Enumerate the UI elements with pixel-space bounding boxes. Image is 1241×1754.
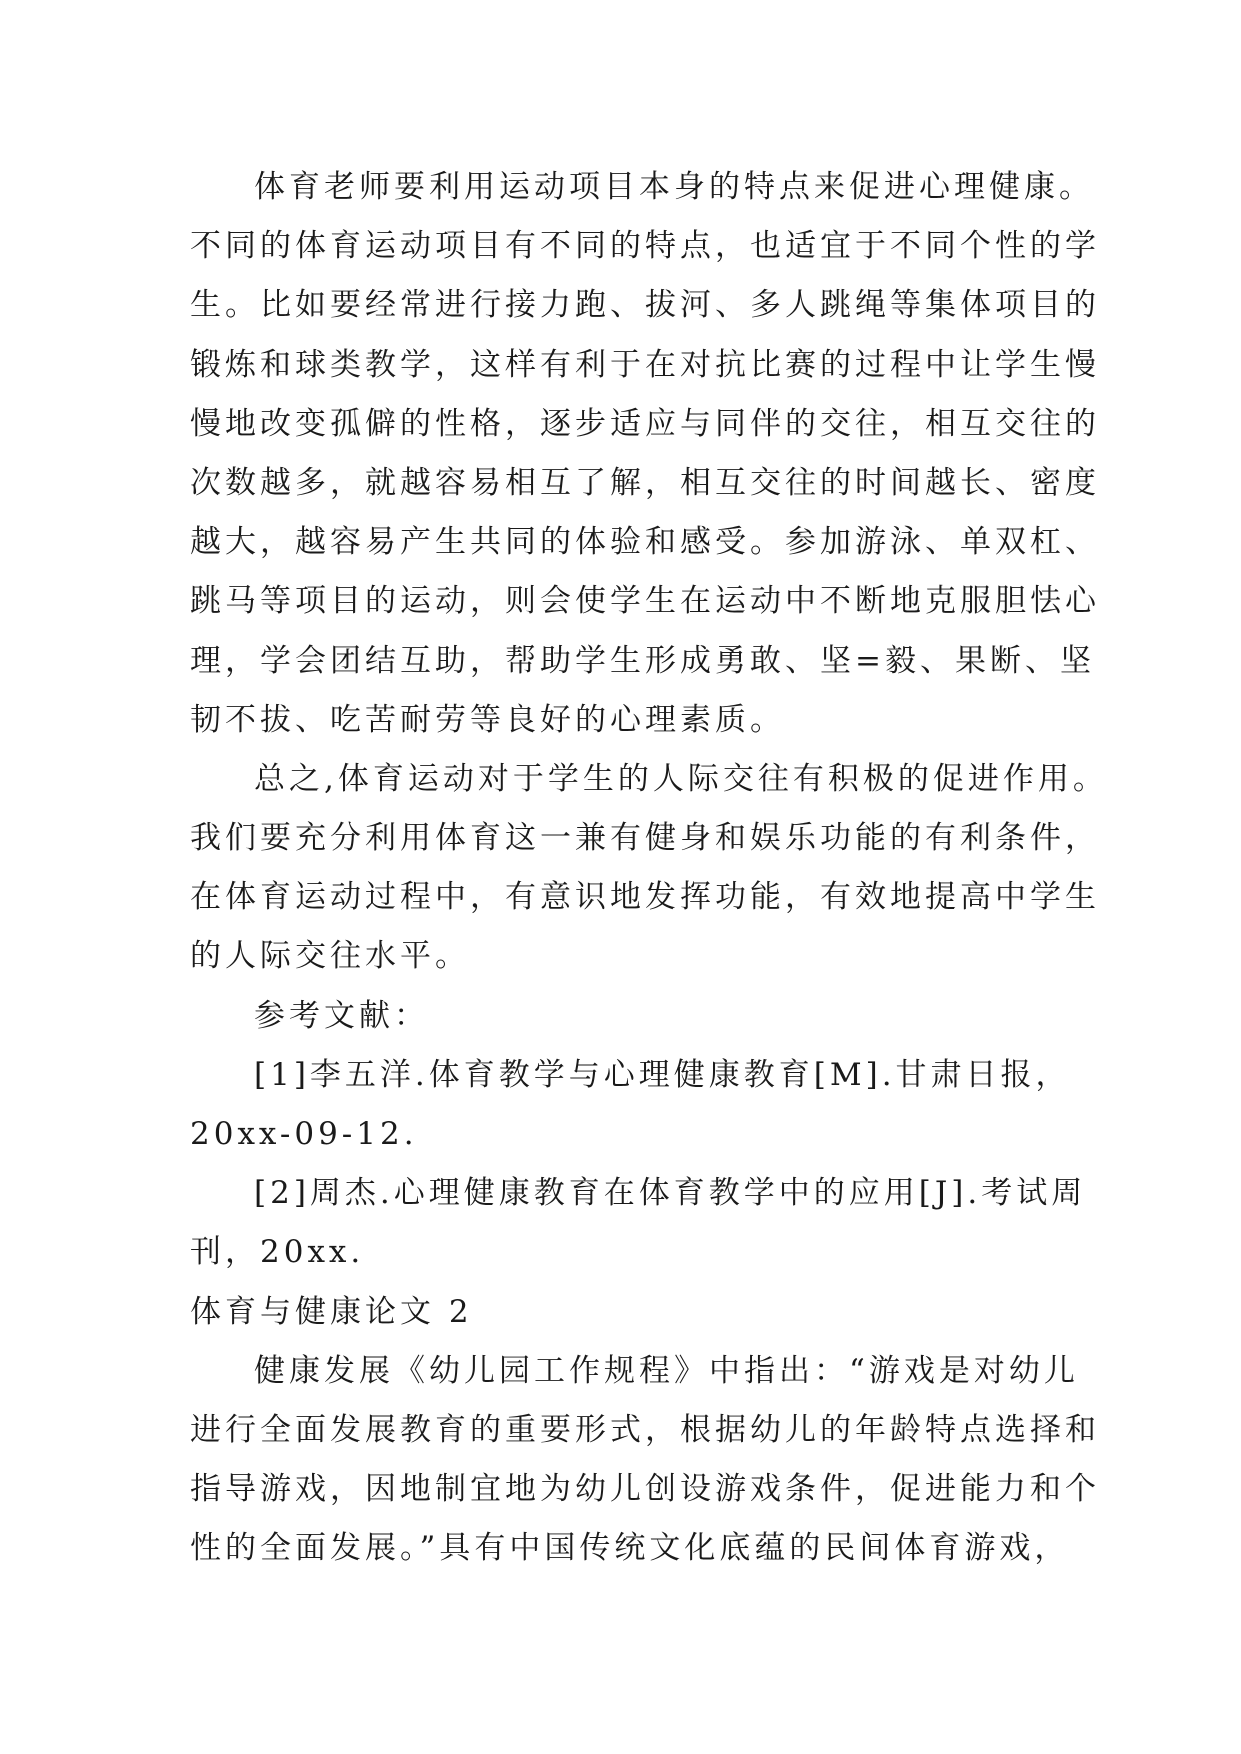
paragraph-line: 慢地改变孤僻的性格，逐步适应与同伴的交往，相互交往的 [190, 405, 1100, 442]
paragraph-line: 的人际交往水平。 [190, 938, 470, 975]
paragraph-line: 锻炼和球类教学，这样有利于在对抗比赛的过程中让学生慢 [190, 346, 1100, 383]
paragraph-line: 进行全面发展教育的重要形式，根据幼儿的年龄特点选择和 [190, 1411, 1100, 1448]
paragraph-line: 韧不拔、吃苦耐劳等良好的心理素质。 [190, 701, 785, 738]
reference-line: 20xx-09-12. [190, 1116, 418, 1152]
paragraph-line: 理，学会团结互助，帮助学生形成勇敢、坚=毅、果断、坚 [190, 642, 1095, 679]
paragraph-line: 健康发展《幼儿园工作规程》中指出：“游戏是对幼儿 [254, 1352, 1079, 1389]
paragraph-line: 跳马等项目的运动，则会使学生在运动中不断地克服胆怯心 [190, 583, 1100, 620]
paragraph-line: 指导游戏，因地制宜地为幼儿创设游戏条件，促进能力和个 [190, 1471, 1100, 1508]
reference-line: 刊，20xx. [190, 1234, 365, 1271]
paragraph-line: 体育老师要利用运动项目本身的特点来促进心理健康。 [254, 169, 1094, 205]
paragraph-line: 在体育运动过程中，有意识地发挥功能，有效地提高中学生 [190, 879, 1100, 916]
section-heading: 体育与健康论文 2 [190, 1293, 473, 1330]
paragraph-line: 不同的体育运动项目有不同的特点，也适宜于不同个性的学 [190, 228, 1100, 265]
document-body [190, 158, 1108, 1579]
paragraph-line: 生。比如要经常进行接力跑、拔河、多人跳绳等集体项目的 [190, 287, 1100, 324]
paragraph-line: 我们要充分利用体育这一兼有健身和娱乐功能的有利条件， [190, 820, 1100, 857]
paragraph-line: 越大，越容易产生共同的体验和感受。参加游泳、单双杠、 [190, 524, 1100, 561]
paragraph-line: 总之,体育运动对于学生的人际交往有积极的促进作用。 [254, 760, 1108, 797]
reference-line: [2]周杰.心理健康教育在体育教学中的应用[J].考试周 [254, 1175, 1087, 1212]
reference-line: [1]李五洋.体育教学与心理健康教育[M].甘肃日报， [254, 1056, 1071, 1093]
references-heading: 参考文献： [254, 997, 429, 1034]
paragraph-line: 性的全面发展。”具有中国传统文化底蕴的民间体育游戏， [190, 1530, 1070, 1567]
paragraph-line: 次数越多，就越容易相互了解，相互交往的时间越长、密度 [190, 464, 1100, 501]
